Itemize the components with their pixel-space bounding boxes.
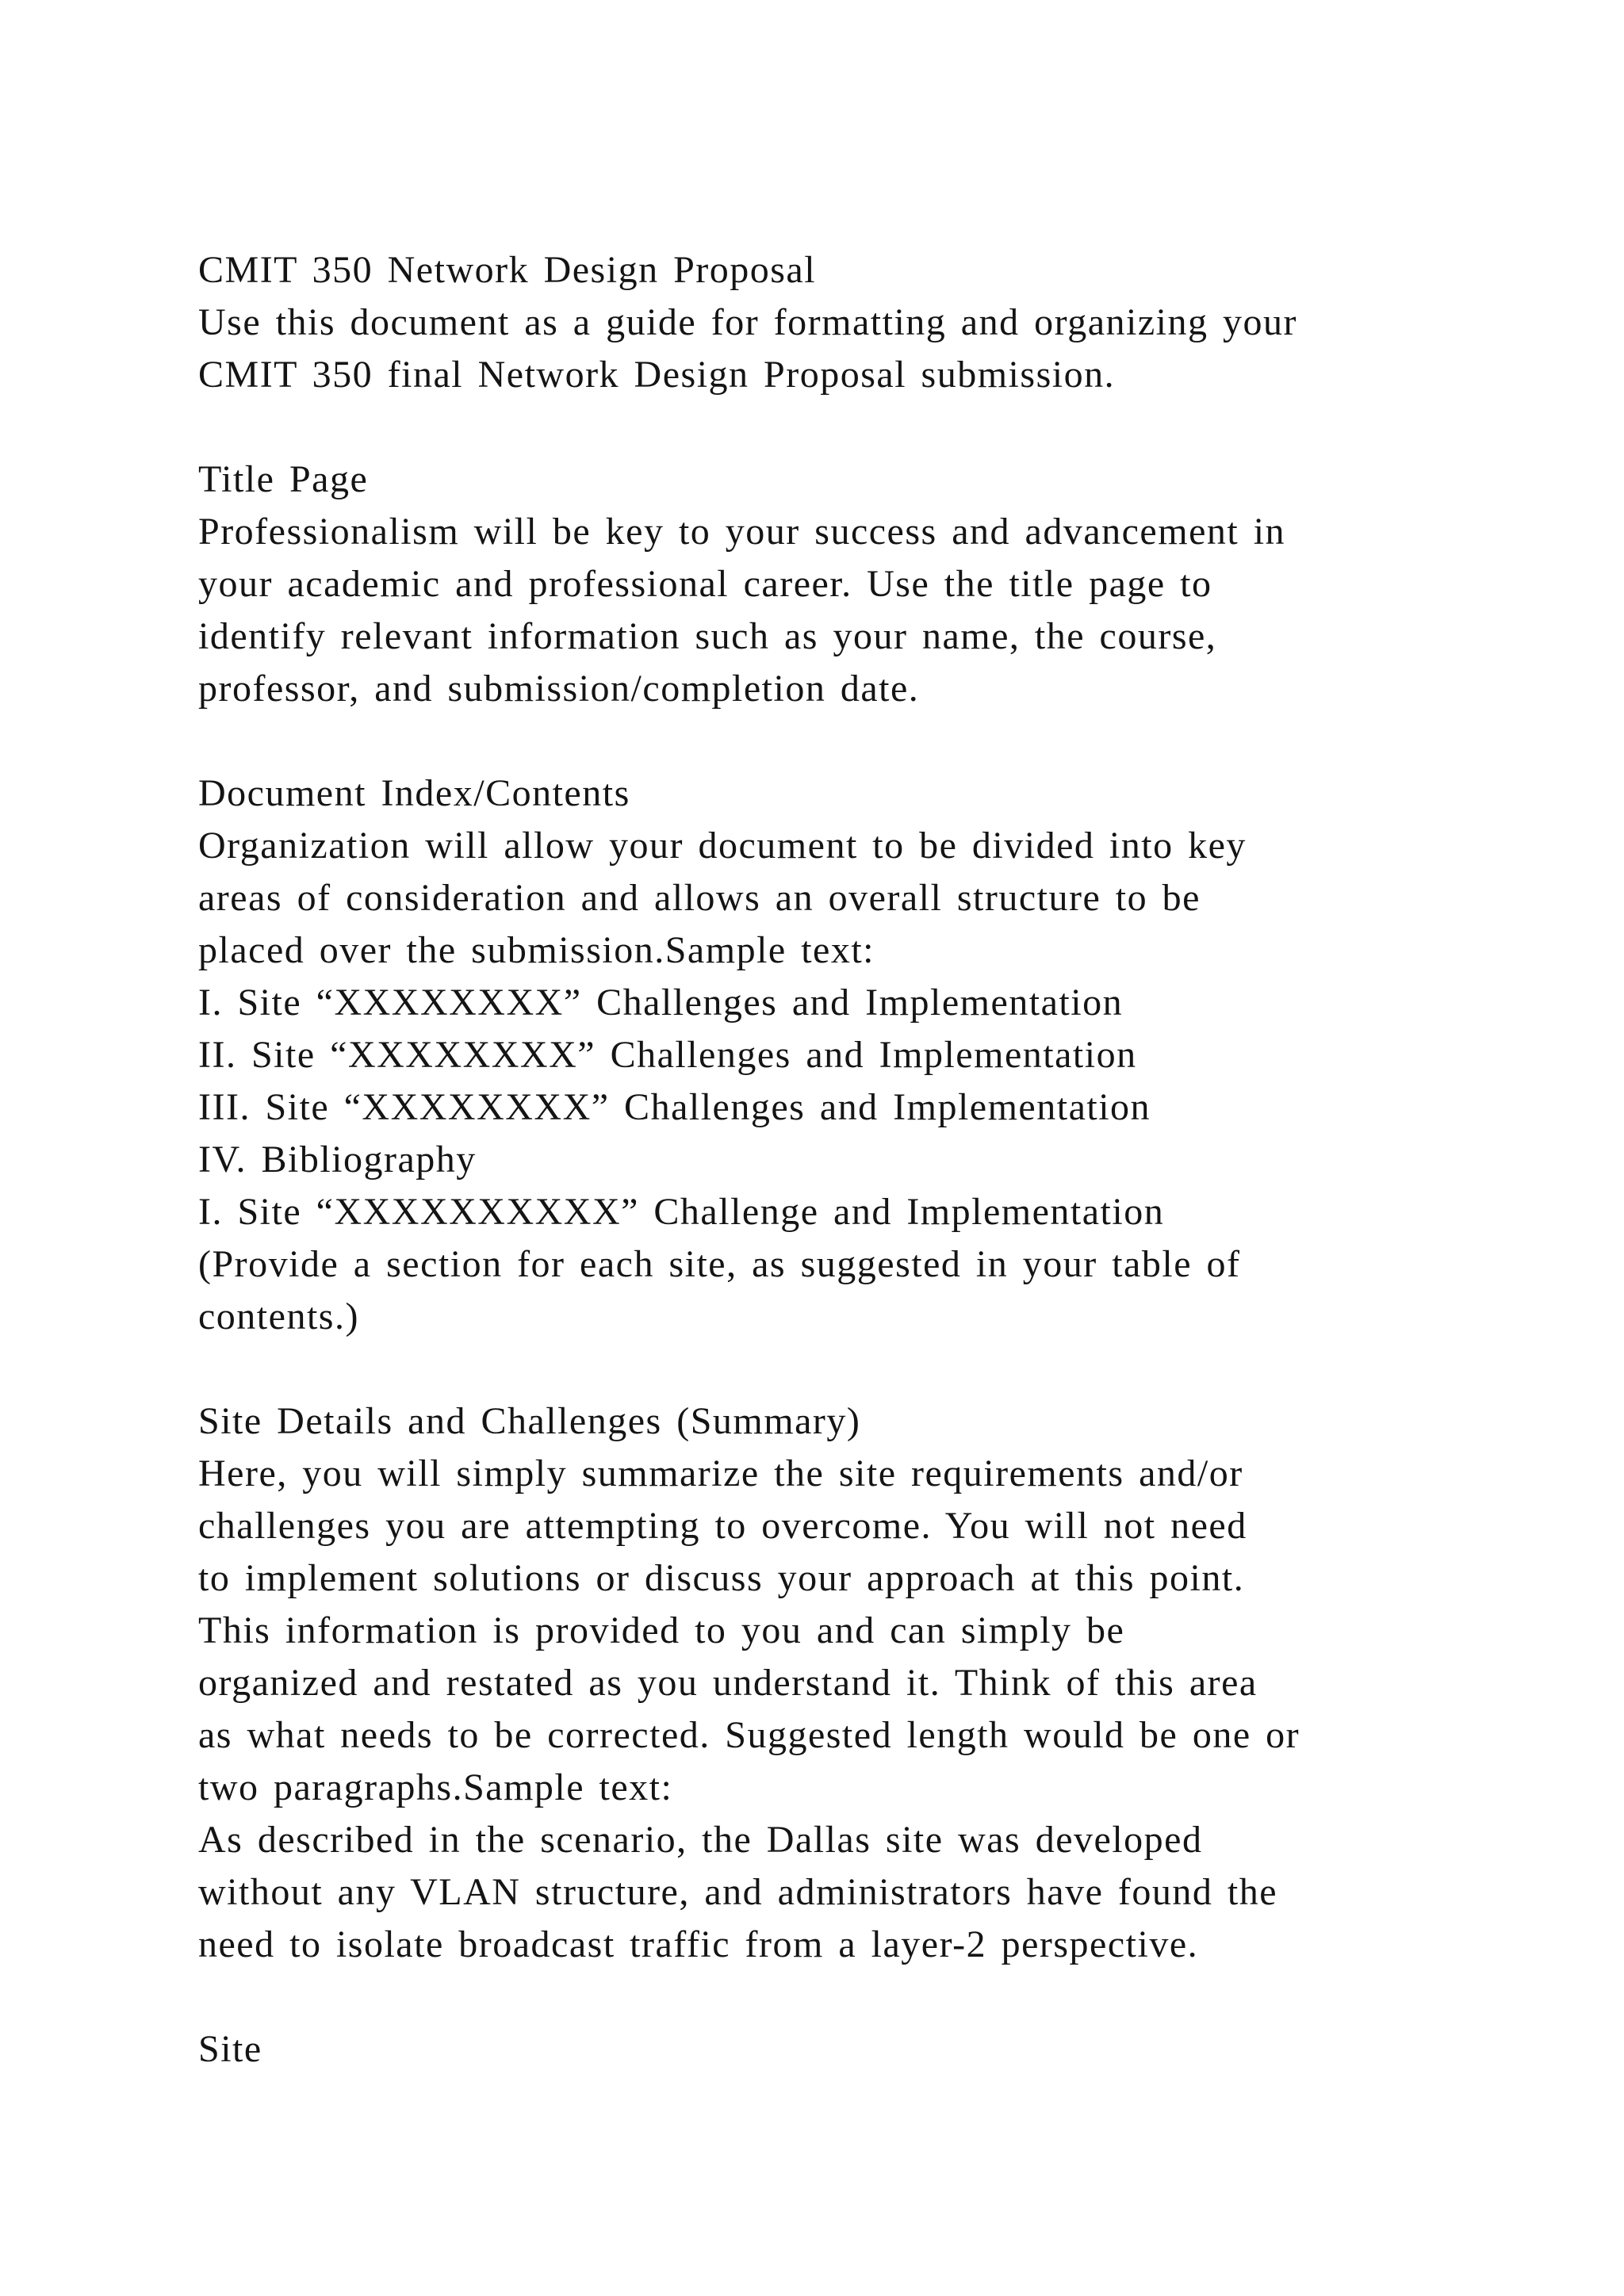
index-line: contents.) (198, 1295, 359, 1337)
section-heading-title-page: Title Page (198, 458, 369, 500)
index-line: (Provide a section for each site, as suggested in your table of (198, 1243, 1241, 1285)
site-details-line: need to isolate broadcast traffic from a layer-2 perspective. (198, 1923, 1199, 1965)
title-page-line: professor, and submission/completion date. (198, 668, 920, 710)
index-item: II. Site “XXXXXXXX” Challenges and Implementation (198, 1034, 1137, 1076)
section-heading-site-details: Site Details and Challenges (Summary) (198, 1400, 861, 1442)
title-page-line: Professionalism will be key to your success and advancement in (198, 511, 1286, 553)
site-details-line: organized and restated as you understand it. Think of this area (198, 1662, 1258, 1704)
index-item: IV. Bibliography (198, 1138, 477, 1181)
index-item: I. Site “XXXXXXXXXX” Challenge and Implementation (198, 1191, 1165, 1233)
document-title: CMIT 350 Network Design Proposal (198, 249, 817, 291)
site-details-line: to implement solutions or discuss your approach at this point. (198, 1557, 1245, 1599)
site-details-line: without any VLAN structure, and administrators have found the (198, 1871, 1278, 1913)
index-item: I. Site “XXXXXXXX” Challenges and Implementation (198, 982, 1124, 1024)
site-details-line: as what needs to be corrected. Suggested length would be one or (198, 1714, 1300, 1756)
site-details-line: This information is provided to you and can simply be (198, 1609, 1125, 1651)
paragraph-spacer (198, 715, 1435, 767)
index-line: Organization will allow your document to be divided into key (198, 825, 1247, 867)
paragraph-spacer (198, 1971, 1435, 2023)
paragraph-spacer (198, 1343, 1435, 1395)
section-heading-site: Site (198, 2028, 262, 2070)
site-details-line: As described in the scenario, the Dallas site was developed (198, 1819, 1203, 1861)
paragraph-spacer (198, 401, 1435, 453)
index-line: areas of consideration and allows an overall structure to be (198, 877, 1201, 919)
site-details-line: Here, you will simply summarize the site requirements and/or (198, 1452, 1243, 1494)
index-item: III. Site “XXXXXXXX” Challenges and Implementation (198, 1086, 1151, 1128)
section-heading-index: Document Index/Contents (198, 772, 630, 814)
document-body (198, 244, 1435, 2076)
title-page-line: your academic and professional career. Use the title page to (198, 563, 1212, 605)
title-page-line: identify relevant information such as your name, the course, (198, 615, 1217, 657)
site-details-line: challenges you are attempting to overcome. You will not need (198, 1505, 1247, 1547)
intro-line: Use this document as a guide for formatting and organizing your (198, 301, 1297, 343)
index-line: placed over the submission.Sample text: (198, 929, 875, 971)
intro-line: CMIT 350 final Network Design Proposal submission. (198, 354, 1116, 396)
site-details-line: two paragraphs.Sample text: (198, 1766, 673, 1808)
